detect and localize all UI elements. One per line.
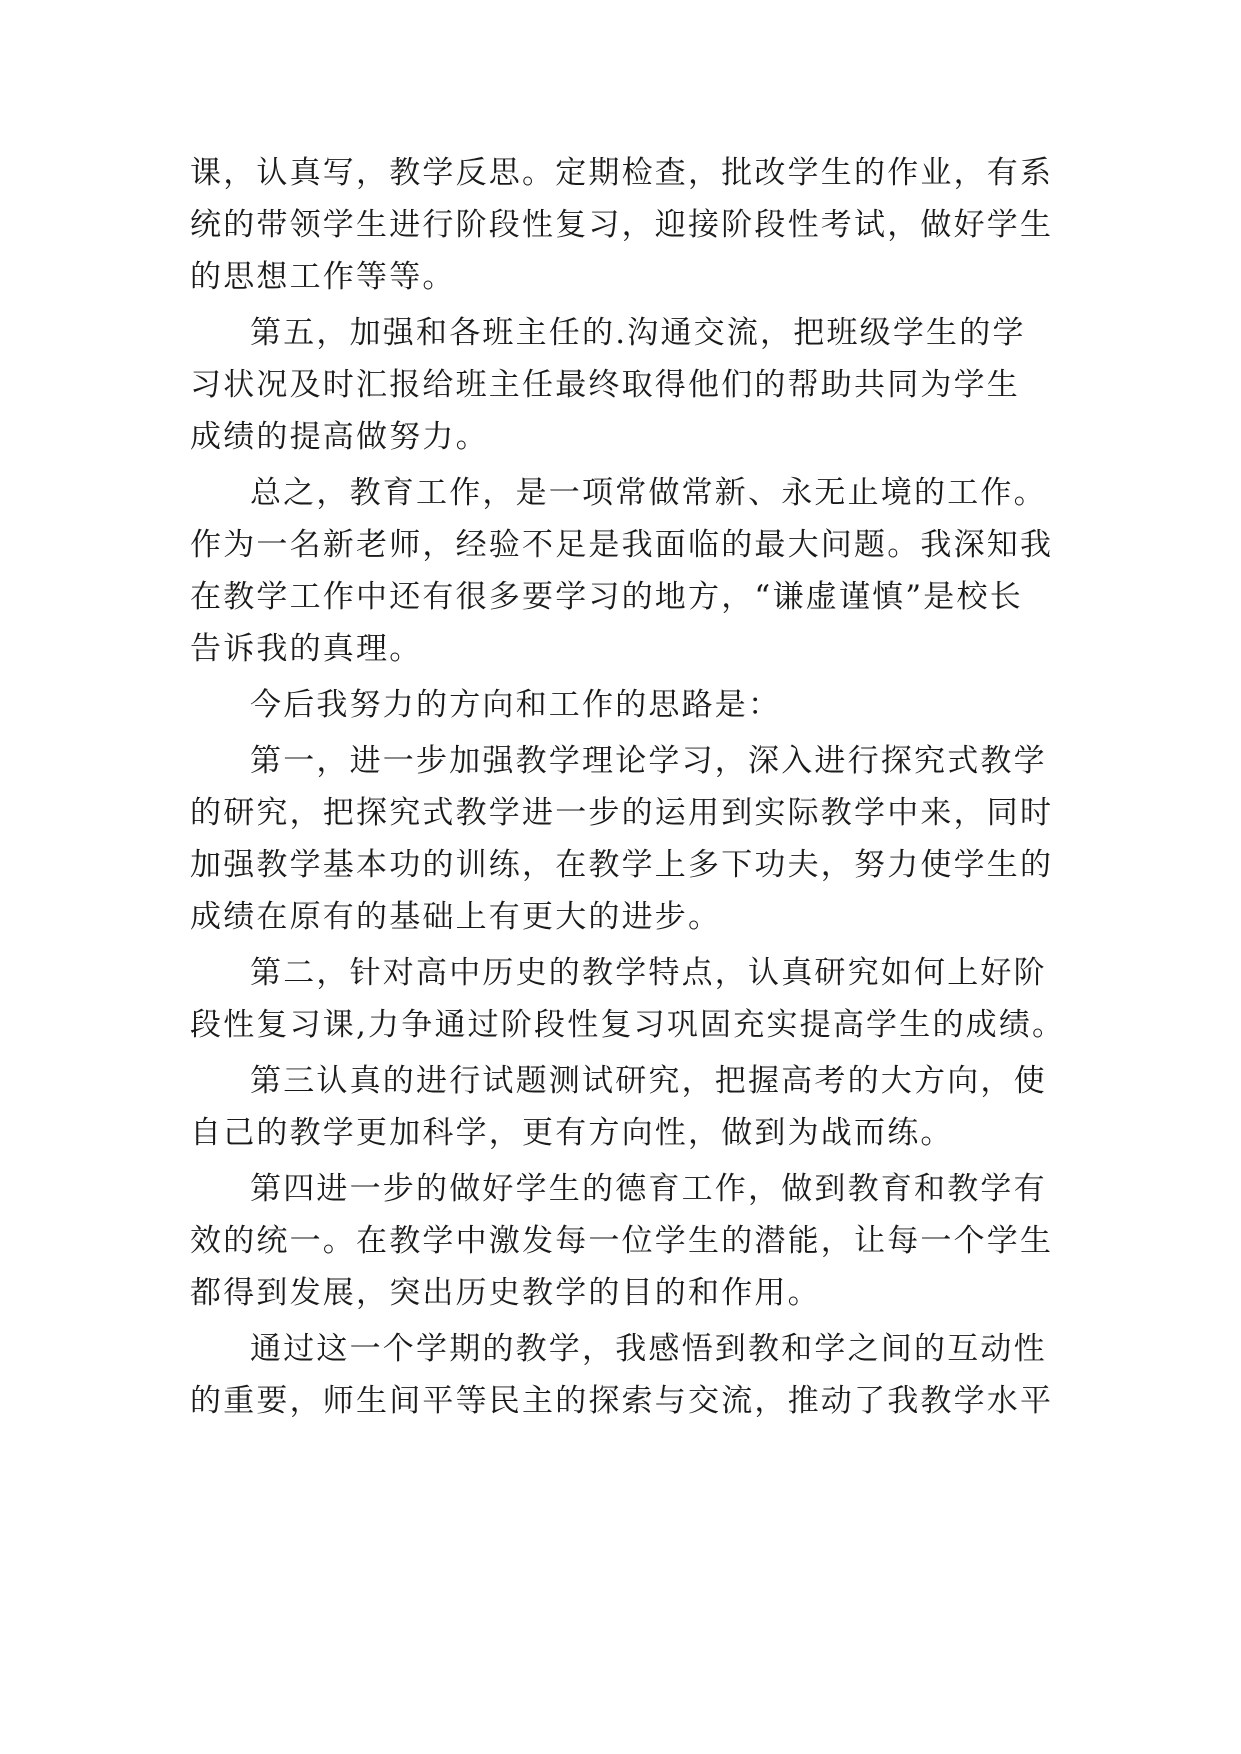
text-line: 总之，教育工作，是一项常做常新、永无止境的工作。 — [250, 475, 1047, 511]
text-line: 段性复习课,力争通过阶段性复习巩固充实提高学生的成绩。 — [190, 1007, 1066, 1043]
text-line: 第五，加强和各班主任的.沟通交流，把班级学生的学 — [250, 315, 1026, 351]
text-line: 第一，进一步加强教学理论学习，深入进行探究式教学 — [250, 743, 1047, 779]
text-line: 成绩的提高做努力。 — [190, 419, 489, 455]
text-line: 都得到发展，突出历史教学的目的和作用。 — [190, 1275, 821, 1311]
text-line: 在教学工作中还有很多要学习的地方，“谦虚谨慎”是校长 — [190, 579, 1023, 615]
text-line: 通过这一个学期的教学，我感悟到教和学之间的互动性 — [250, 1331, 1047, 1367]
text-line: 第三认真的进行试题测试研究，把握高考的大方向，使 — [250, 1063, 1047, 1099]
text-line: 作为一名新老师，经验不足是我面临的最大问题。我深知我 — [190, 527, 1054, 563]
text-line: 的思想工作等等。 — [190, 259, 456, 295]
text-line: 第四进一步的做好学生的德育工作，做到教育和教学有 — [250, 1171, 1047, 1207]
text-line: 的重要，师生间平等民主的探索与交流，推动了我教学水平 — [190, 1383, 1054, 1419]
text-line: 统的带领学生进行阶段性复习，迎接阶段性考试，做好学生 — [190, 207, 1054, 243]
text-line: 成绩在原有的基础上有更大的进步。 — [190, 899, 722, 935]
text-line: 习状况及时汇报给班主任最终取得他们的帮助共同为学生 — [190, 367, 1020, 403]
text-line: 课，认真写，教学反思。定期检查，批改学生的作业，有系 — [190, 155, 1054, 191]
text-line: 第二，针对高中历史的教学特点，认真研究如何上好阶 — [250, 955, 1047, 991]
text-line: 效的统一。在教学中激发每一位学生的潜能，让每一个学生 — [190, 1223, 1054, 1259]
text-line: 的研究，把探究式教学进一步的运用到实际教学中来，同时 — [190, 795, 1054, 831]
text-line: 告诉我的真理。 — [190, 631, 423, 667]
text-line: 自己的教学更加科学，更有方向性，做到为战而练。 — [190, 1115, 954, 1151]
text-line: 加强教学基本功的训练，在教学上多下功夫，努力使学生的 — [190, 847, 1054, 883]
text-line: 今后我努力的方向和工作的思路是： — [250, 687, 782, 723]
